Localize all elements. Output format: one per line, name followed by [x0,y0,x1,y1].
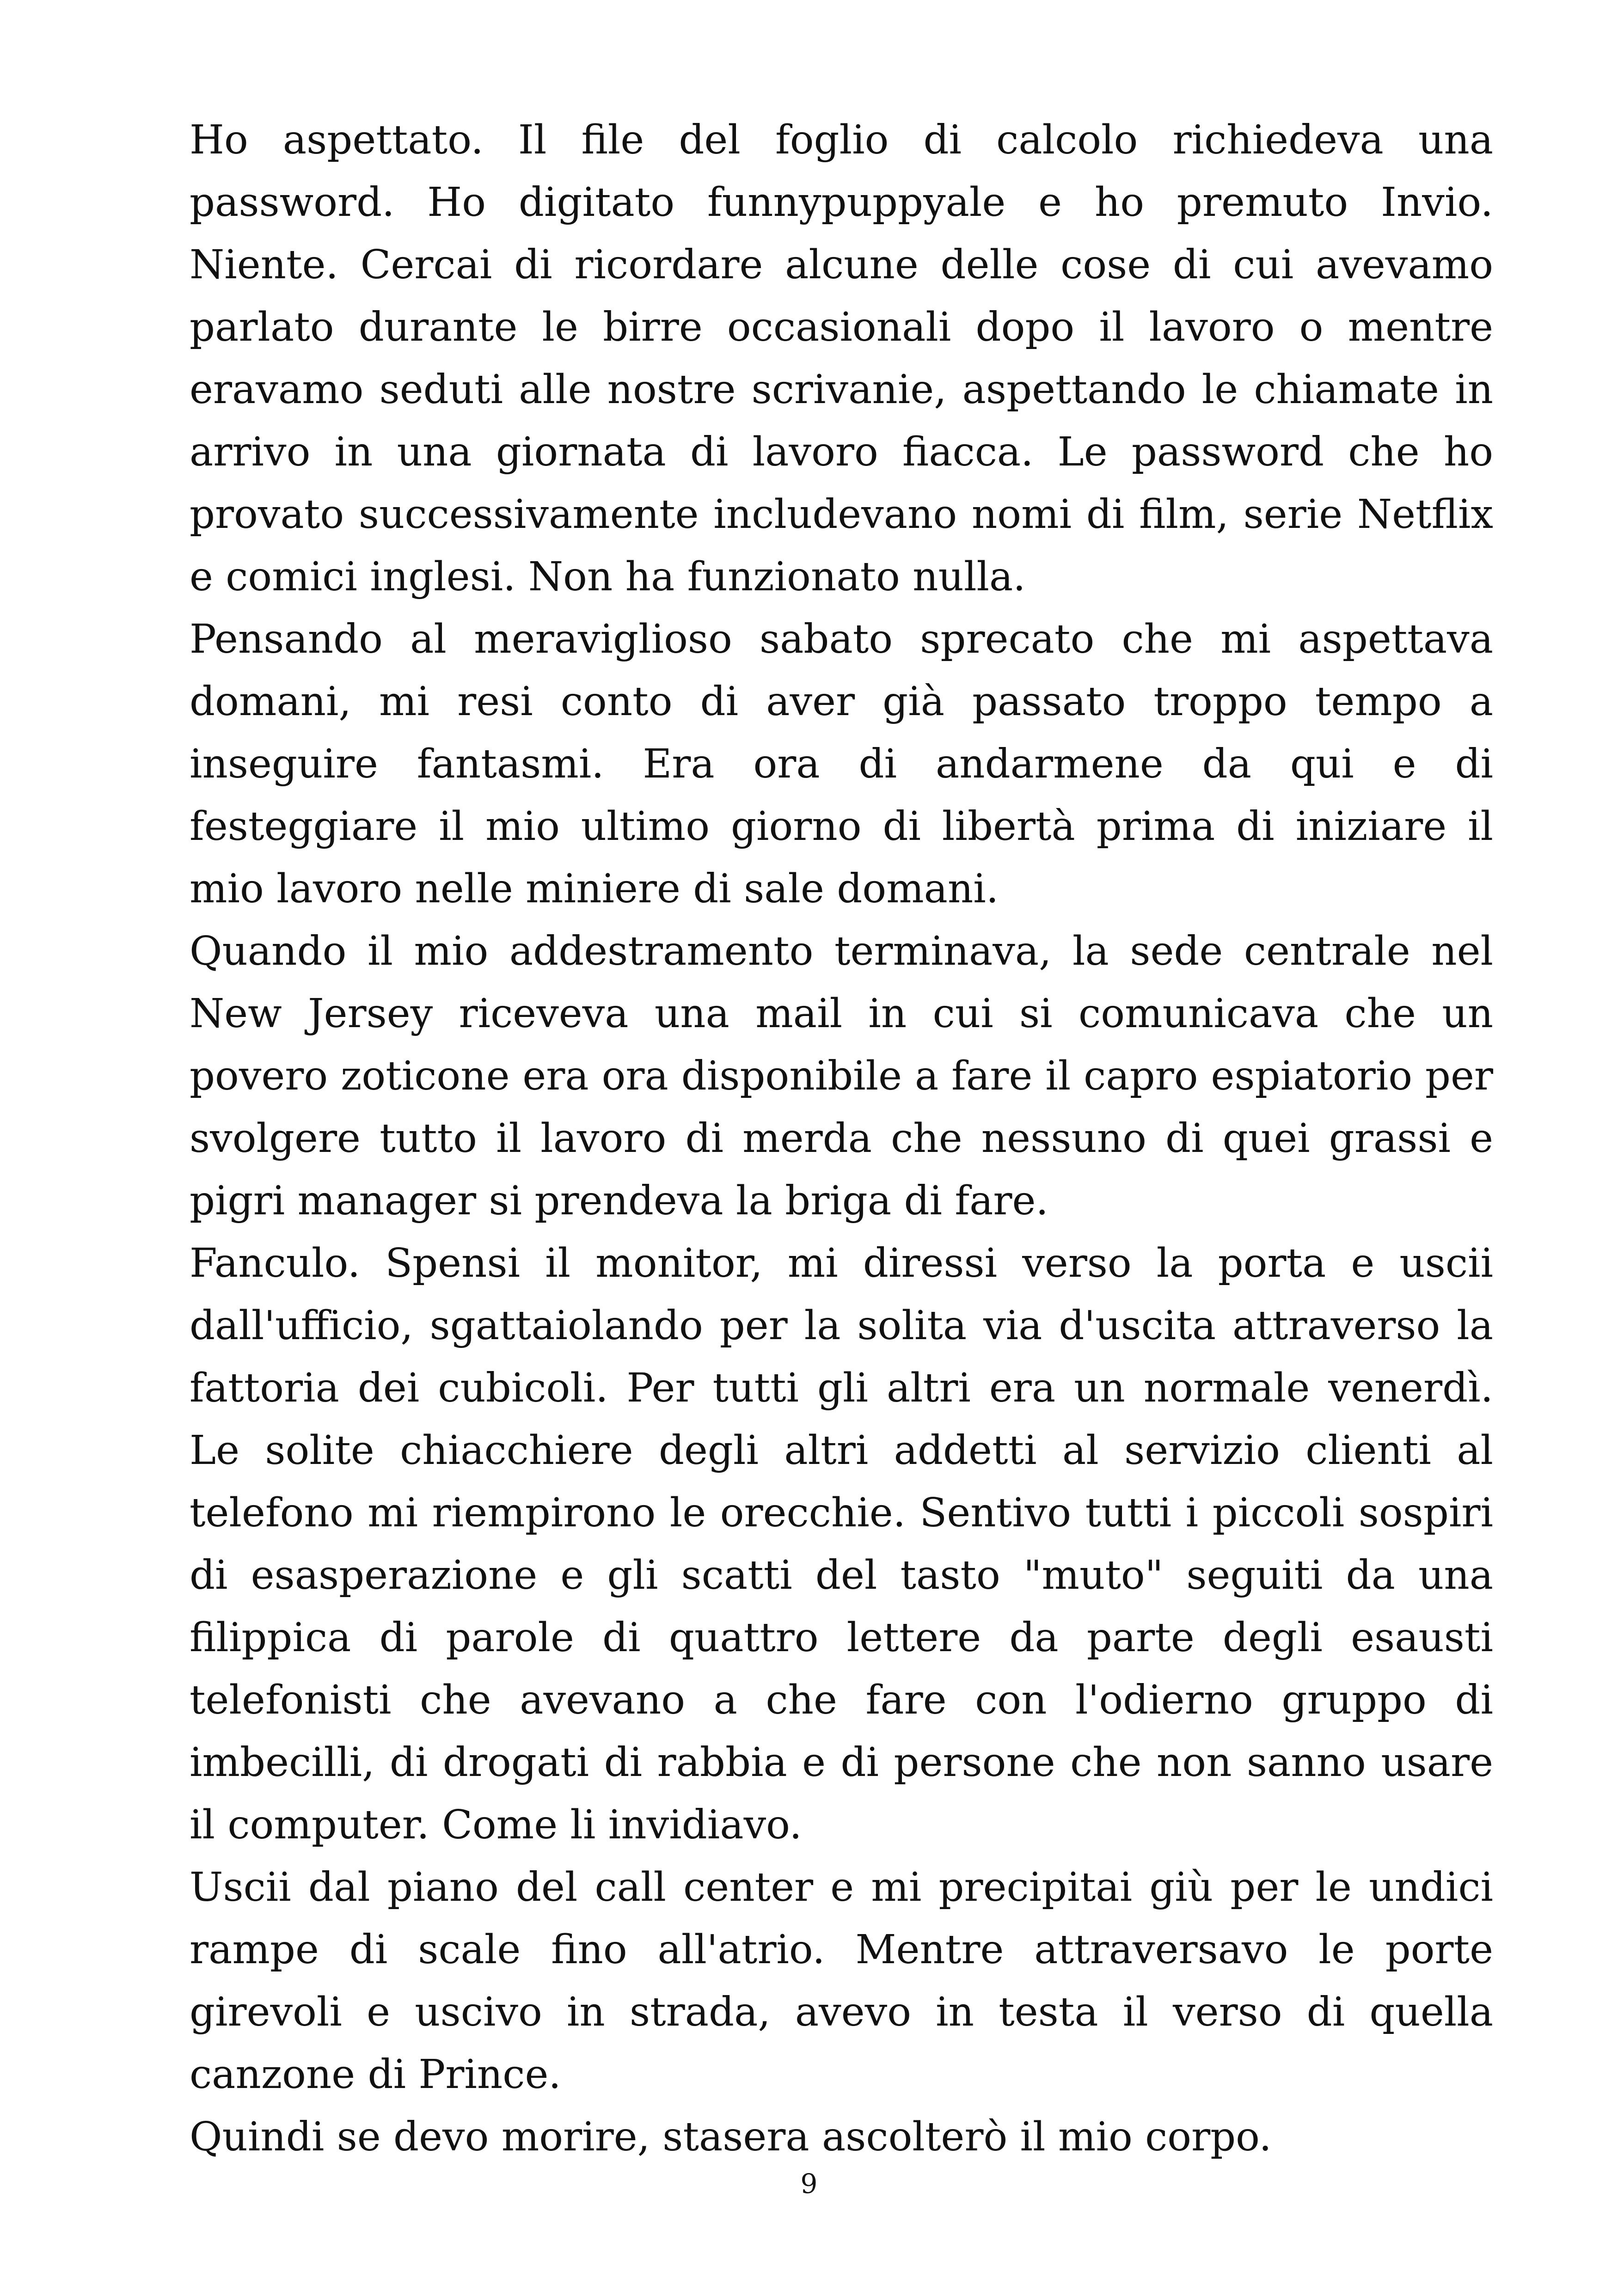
paragraph-2: Pensando al meraviglioso sabato sprecato che mi aspettava domani, mi resi conto di aver già passato troppo tempo a inseguire fantasmi. Era ora di andarmene da qui e di festeggiare il mio ultimo giorno di libertà prima di iniziare il mio lavoro nelle miniere di sale domani. [190,616,1493,912]
paragraph-4: Fanculo. Spensi il monitor, mi diressi verso la porta e uscii dall'ufficio, sgattaiolando per la solita via d'uscita attraverso la fattoria dei cubicoli. Per tutti gli altri era un normale venerdì. Le solite chiacchiere degli altri addetti al servizio clienti al telefono mi riempirono le orecchie. Sentivo tutti i piccoli sospiri di esasperazione e gli scatti del tasto "muto" seguiti da una filippica di parole di quattro lettere da parte degli esausti telefonisti che avevano a che fare con l'odierno gruppo di imbecilli, di drogati di rabbia e di persone che non sanno usare il computer. Come li invidiavo. [190,1240,1493,1848]
page-number: 9 [800,2168,818,2199]
paragraph-6: Quindi se devo morire, stasera ascolterò il mio corpo. [190,2114,1272,2160]
paragraph-3: Quando il mio addestramento terminava, la sede centrale nel New Jersey riceveva una mail in cui si comunicava che un povero zoticone era ora disponibile a fare il capro espiatorio per svolgere tutto il lavoro di merda che nessuno di quei grassi e pigri manager si prendeva la briga di fare. [190,928,1493,1224]
paragraph-5: Uscii dal piano del call center e mi precipitai giù per le undici rampe di scale fino all'atrio. Mentre attraversavo le porte girevoli e uscivo in strada, avevo in testa il verso di quella canzone di Prince. [190,1864,1493,2098]
page-body [190,109,1493,2168]
paragraph-1: Ho aspettato. Il file del foglio di calcolo richiedeva una password. Ho digitato funnypuppyale e ho premuto Invio. Niente. Cercai di ricordare alcune delle cose di cui avevamo parlato durante le birre occasionali dopo il lavoro o mentre eravamo seduti alle nostre scrivanie, aspettando le chiamate in arrivo in una giornata di lavoro fiacca. Le password che ho provato successivamente includevano nomi di film, serie Netflix e comici inglesi. Non ha funzionato nulla. [190,117,1493,600]
